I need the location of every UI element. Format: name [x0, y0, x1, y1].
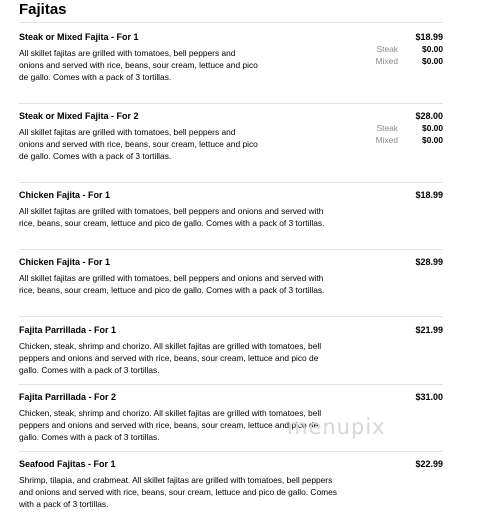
option-label: Mixed [375, 135, 398, 145]
menu-item-price: $28.99 [415, 257, 443, 267]
menu-item-price: $22.99 [415, 459, 443, 469]
menu-item-option [363, 55, 443, 67]
menu-item-description: Chicken, steak, shrimp and chorizo. All skillet fajitas are grilled with tomatoes, bell peppers and onions and served with rice, beans, sour cream, lettuce and pico de gallo. Comes with a pack of 3 tortillas. [19, 408, 322, 443]
section-title: Fajitas [19, 1, 67, 18]
menu-item-name: Seafood Fajitas - For 1 [19, 459, 116, 469]
menu-item-name: Chicken Fajita - For 1 [19, 190, 111, 200]
menu-item-name: Steak or Mixed Fajita - For 2 [19, 111, 139, 121]
menu-item-price: $21.99 [415, 325, 443, 335]
menu-item-option [363, 43, 443, 55]
menu-item [19, 256, 443, 317]
menu-item-price: $31.00 [415, 392, 443, 402]
menu-item-description: All skillet fajitas are grilled with tomatoes, bell peppers and onions and served with rice, beans, sour cream, lettuce and pico de gallo. Comes with a pack of 3 tortillas. [19, 127, 258, 162]
menu-item-name: Fajita Parrillada - For 1 [19, 325, 117, 335]
menu-item-option [363, 134, 443, 146]
menu-item-description: Chicken, steak, shrimp and chorizo. All skillet fajitas are grilled with tomatoes, bell peppers and onions and served with rice, beans, sour cream, lettuce and pico de gallo. Comes with a pack of 3 tortillas. [19, 341, 322, 376]
title-divider [19, 22, 443, 23]
option-price: $0.00 [422, 44, 443, 54]
menu-item-price: $18.99 [415, 190, 443, 200]
option-price: $0.00 [422, 56, 443, 66]
option-label: Mixed [375, 56, 398, 66]
menu-item-description: Shrimp, tilapia, and crabmeat. All skillet fajitas are grilled with tomatoes, bell peppers and onions and served with rice, beans, sour cream, lettuce and pico de gallo. Comes with a pack of 3 tortillas. [19, 475, 337, 510]
menu-item-name: Fajita Parrillada - For 2 [19, 392, 117, 402]
menu-item [19, 110, 443, 183]
menu-item-name: Chicken Fajita - For 1 [19, 257, 111, 267]
watermark-logo: menupix [287, 415, 386, 439]
menu-item [19, 458, 443, 513]
menu-item-description: All skillet fajitas are grilled with tomatoes, bell peppers and onions and served with rice, beans, sour cream, lettuce and pico de gallo. Comes with a pack of 3 tortillas. [19, 273, 325, 296]
menu-item-description: All skillet fajitas are grilled with tomatoes, bell peppers and onions and served with rice, beans, sour cream, lettuce and pico de gallo. Comes with a pack of 3 tortillas. [19, 206, 325, 229]
menu-item-price: $28.00 [415, 111, 443, 121]
menu-item-description: All skillet fajitas are grilled with tomatoes, bell peppers and onions and served with rice, beans, sour cream, lettuce and pico de gallo. Comes with a pack of 3 tortillas. [19, 48, 258, 83]
menu-item [19, 189, 443, 250]
menu-item [19, 324, 443, 385]
menu-item [19, 31, 443, 104]
option-price: $0.00 [422, 123, 443, 133]
menu-item-price: $18.99 [415, 32, 443, 42]
option-label: Steak [376, 44, 398, 54]
menu-item-option [363, 122, 443, 134]
option-price: $0.00 [422, 135, 443, 145]
menu-item-name: Steak or Mixed Fajita - For 1 [19, 32, 139, 42]
option-label: Steak [376, 123, 398, 133]
